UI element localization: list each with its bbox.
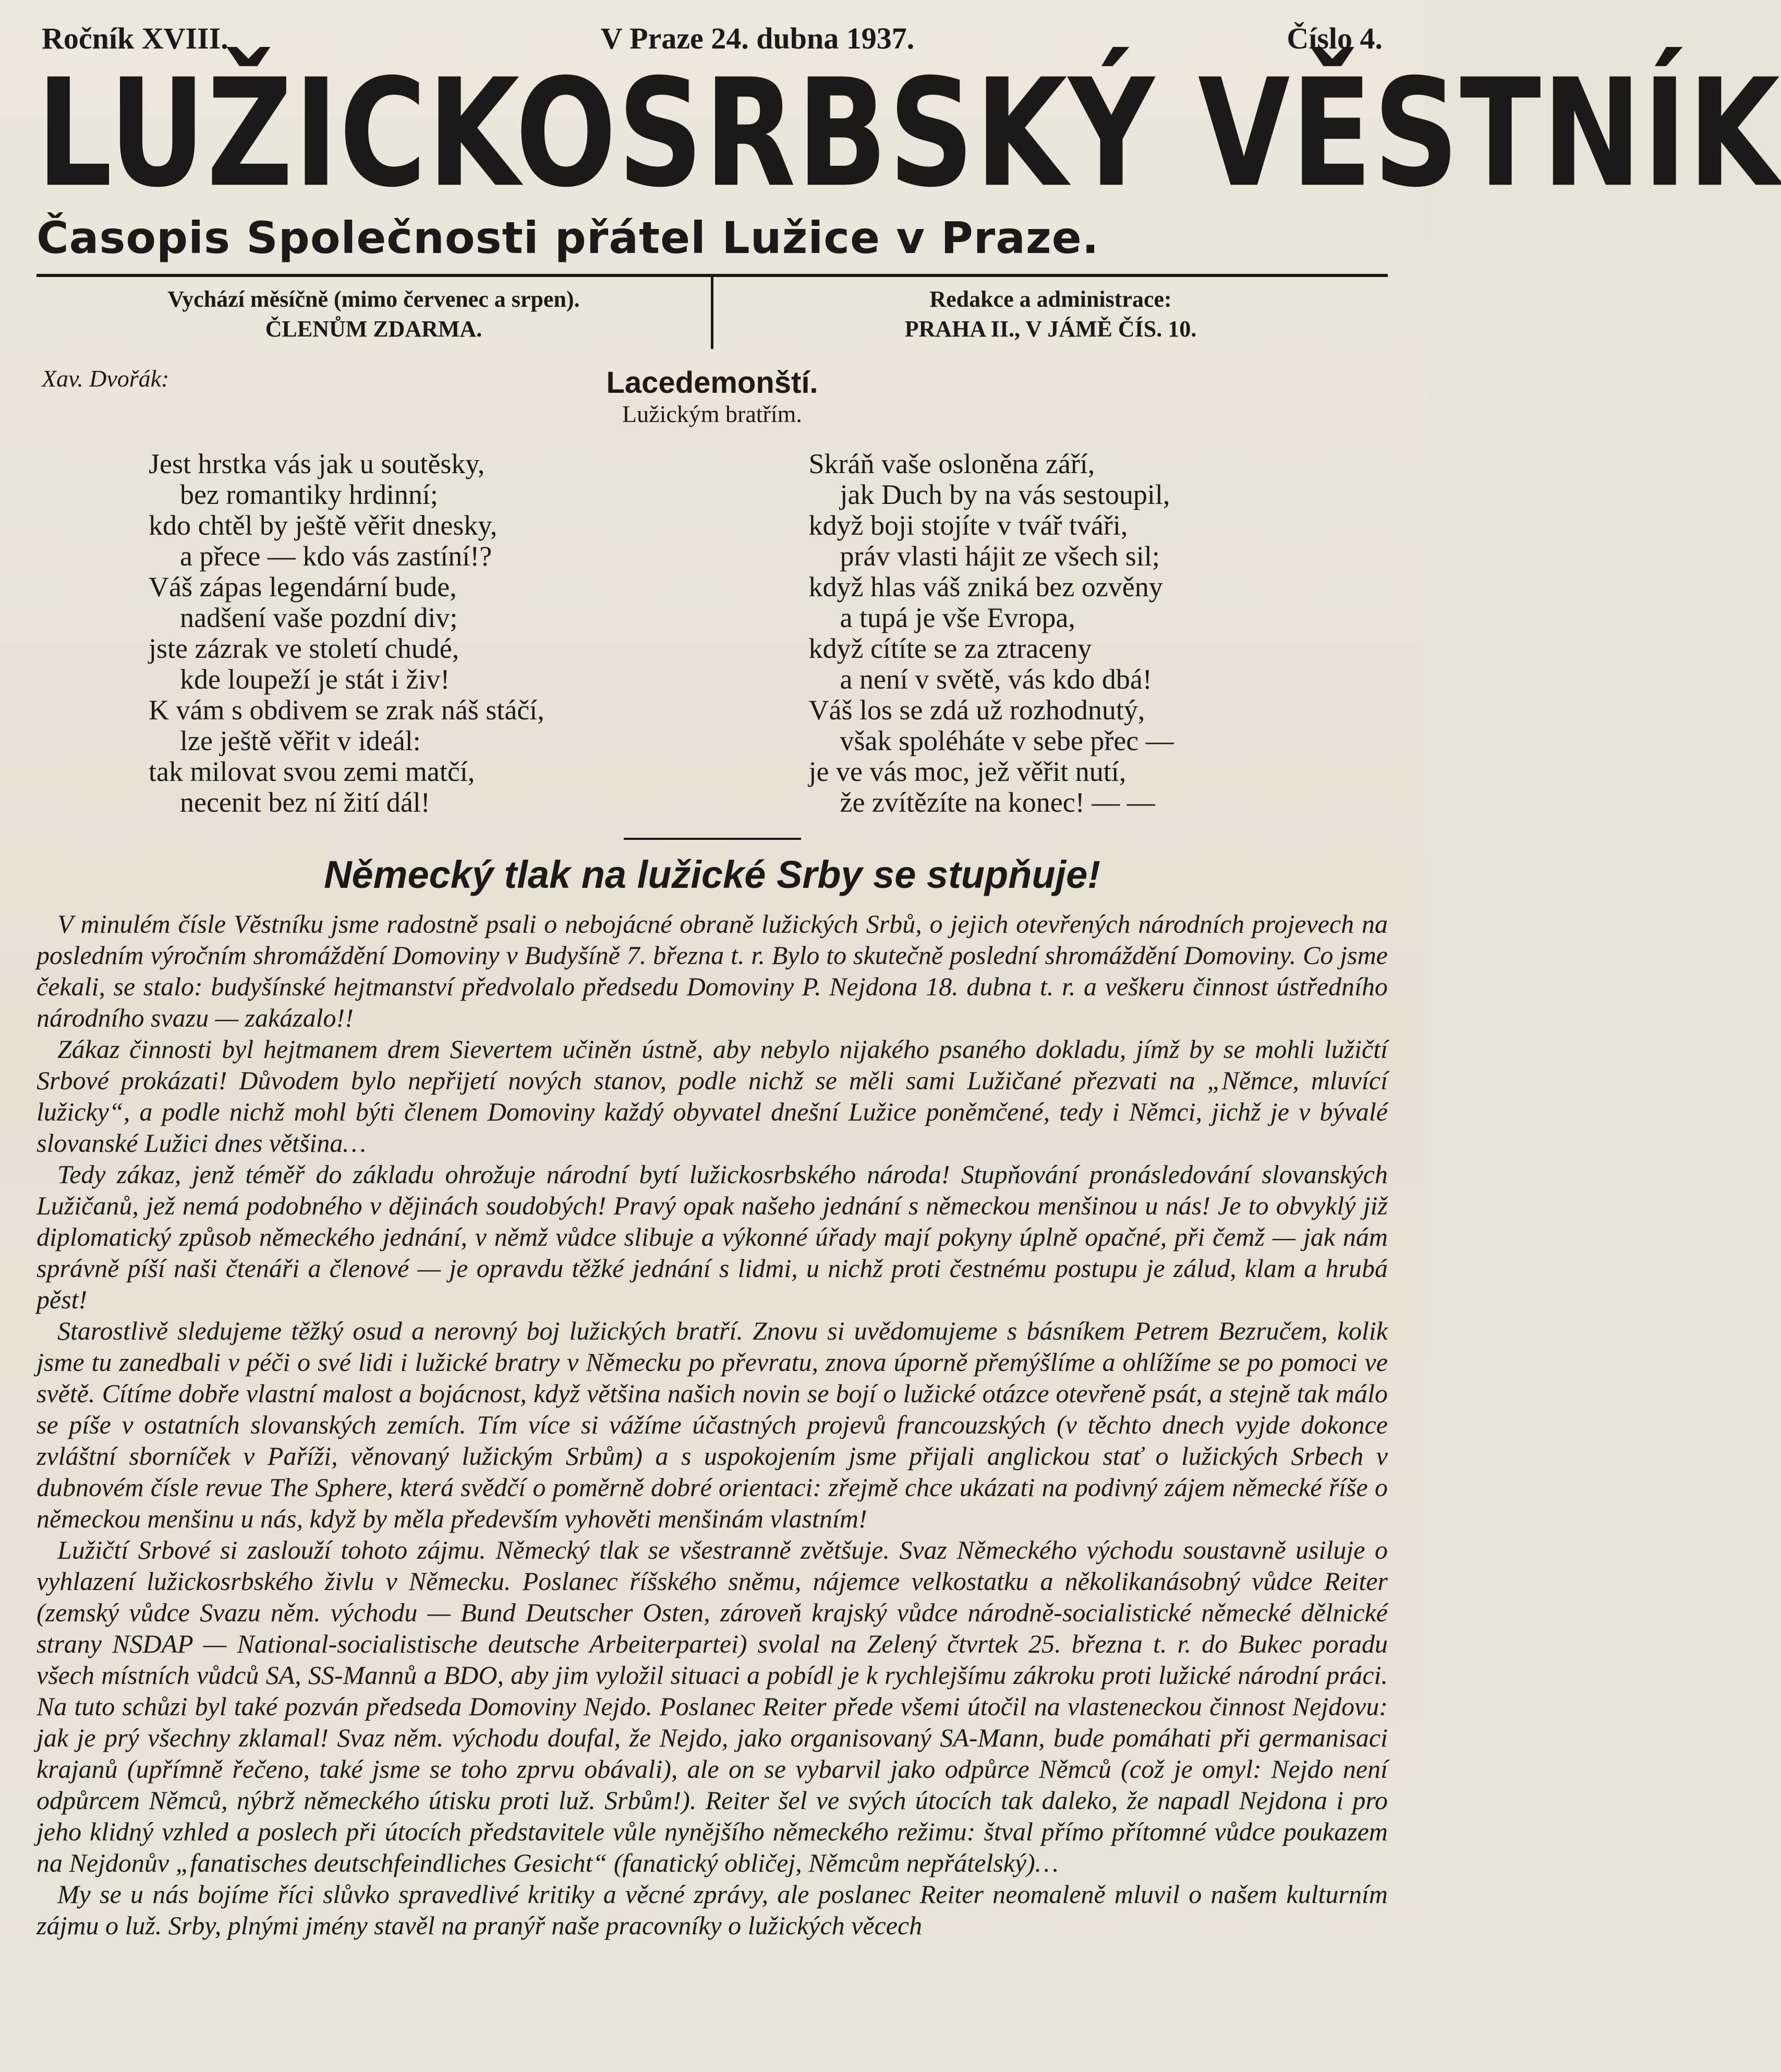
editorial-address	[713, 277, 1388, 349]
poem-line: necenit bez ní žití dál!	[180, 787, 430, 818]
dateline: V Praze 24. dubna 1937.	[600, 21, 915, 55]
issue-number: Číslo 4.	[1287, 21, 1383, 55]
poem-line: a přece — kdo vás zastíní!?	[180, 540, 492, 572]
poem-line: lze ještě věřit v ideál:	[180, 725, 421, 757]
publication-info-bar	[37, 274, 1388, 349]
article-paragraph: My se u nás bojíme říci slůvko spravedlivé kritiky a věcné zprávy, ale poslanec Reiter neomaleně mluvil o našem kulturním zájmu o luž. Srby, plnými jmény stavěl na pranýř naše pracovníky o lužických věcech	[37, 1880, 1388, 1941]
poem-line: práv vlasti hájit ze všech sil;	[840, 540, 1160, 572]
poem-line: Váš zápas legendární bude,	[149, 571, 457, 603]
poem-line: Váš los se zdá už rozhodnutý,	[808, 694, 1145, 726]
poem-line: Skráň vaše osloněna září,	[808, 448, 1095, 480]
article-paragraph: Starostlivě sledujeme těžký osud a nerovný boj lužických bratří. Znovu si uvědomujeme s básníkem Petrem Bezručem, kolik jsme tu zanedbali v péči o své lidi i lužické bratry v Německu po převratu, znova úporně přemýšlíme a ohlížíme se po pomoci ve světě. Cítíme dobře vlastní malost a bojácnost, když většina našich novin se bojí o lužické otázce otevřeně psát, a stejně tak málo se píše v ostatních slovanských zemích. Tím více si vážíme účastných projevů francouzských (v těchto dnech vyjde dokonce zvláštní sborníček v Paříži, věnovaný lužickým Srbům) a s uspokojením jsme přijali anglickou stať o lužických Srbech v dubnovém čísle revue The Sphere, která svědčí o poměrně dobré orientaci: zřejmě chce ukázati na podivný zájem německé říše o německou menšinu u nás, když by měla především vyhověti menšinám vlastním!	[37, 1316, 1388, 1534]
masthead-title: LUŽICKOSRBSKÝ VĚSTNÍK	[37, 46, 1781, 220]
poem-right-column	[728, 449, 1388, 818]
article-paragraph: Zákaz činnosti byl hejtmanem drem Sievertem učiněn ústně, aby nebylo nijakého psaného dokladu, jímž by se mohli lužičtí Srbové prokázati! Důvodem bylo nepřijetí nových stanov, podle nichž se měli sami Lužičané přezvati na „Němce, mluvící lužicky“, a podle nichž mohl býti členem Domoviny každý obyvatel dnešní Lužice poněmčené, tedy i Němci, jichž je v bývalé slovanské Lužici dnes většina…	[37, 1034, 1388, 1158]
poem-line: je ve vás moc, jež věřit nutí,	[808, 756, 1126, 788]
article-paragraph: V minulém čísle Věstníku jsme radostně psali o nebojácné obraně lužických Srbů, o jejich otevřených národních projevech na posledním výročním shromáždění Domoviny v Budyšíně 7. března t. r. Bylo to skutečně poslední shromáždění Domoviny. Co jsme čekali, se stalo: budyšínské hejtmanství předvolalo předsedu Domoviny P. Nejdona 18. dubna t. r. a veškeru činnost ústředního národního svazu — zakázalo!!	[37, 909, 1388, 1033]
poem-line: když boji stojíte v tvář tváři,	[808, 510, 1128, 541]
publication-frequency	[37, 277, 711, 349]
poem-line: a není v světě, vás kdo dbá!	[840, 664, 1152, 695]
poem-line: že zvítězíte na konec! — —	[840, 787, 1155, 818]
poem-line: kdo chtěl by ještě věřit dnesky,	[149, 510, 498, 541]
poem-line: tak milovat svou zemi matčí,	[149, 756, 475, 788]
poem-line: když hlas váš zniká bez ozvěny	[808, 571, 1163, 603]
poem-line: když cítíte se za ztraceny	[808, 633, 1092, 665]
poem-title: Lacedemonští.	[606, 366, 818, 400]
poem-author: Xav. Dvořák:	[42, 365, 169, 392]
article-paragraph: Tedy zákaz, jenž téměř do základu ohrožuje národní bytí lužickosrbského národa! Stupňování pronásledování slovanských Lužičanů, jež nemá podobného v dějinách soudobých! Pravý opak našeho jednání s německou menšinou u nás! Je to obvyklý již diplomatický způsob německého jednání, v němž vůdce slibuje a výkonné úřady mají pokyny úplně opačné, při čemž — jak nám správně píší naši čtenáři a členové — je opravdu těžké jednání s lidmi, u nichž proti čestnému postupu je zálud, klam a hrubá pěst!	[37, 1160, 1388, 1315]
section-divider	[624, 838, 801, 840]
article-headline: Německý tlak na lužické Srby se stupňuje!	[324, 853, 1100, 897]
poem-line: a tupá je vše Evropa,	[840, 602, 1075, 634]
article-paragraph: Lužičtí Srbové si zaslouží tohoto zájmu. Německý tlak se všestranně zvětšuje. Svaz Německého východu soustavně usiluje o vyhlazení lužickosrbského živlu v Německu. Poslanec říšského sněmu, nájemce velkostatku a několikanásobný vůdce Reiter (zemský vůdce Svazu něm. východu — Bund Deutscher Osten, zároveň krajský vůdce národně-socialistické německé dělnické strany NSDAP — National-socialistische deutsche Arbeiterpartei) svolal na Zelený čtvrtek 25. března t. r. do Bukec poradu všech místních vůdců SA, SS-Mannů a BDO, aby jim vyložil situaci a pobídl je k rychlejšímu zákroku proti lužické národní práci. Na tuto schůzi byl také pozván předseda Domoviny Nejdo. Poslanec Reiter přede všemi útočil na vlasteneckou činnost Nejdovu: jak je prý všechny zklamal! Svaz něm. východu doufal, že Nejdo, jako organisovaný SA-Mann, bude pomáhati při germanisaci krajanů (upřímně řečeno, také jsme se toho zprvu obávali), ale on se vybarvil jako odpůrce Němců (což je omyl: Nejdo není odpůrcem Němců, nýbrž německého útisku proti luž. Srbům!). Reiter šel ve svých útocích tak daleko, že napadl Nejdona i pro jeho klidný vzhled a poslech při útocích představitele vůle nynějšího německého režimu: štval přímo přítomné vůdce poukazem na Nejdonův „fanatisches deutschfeindliches Gesicht“ (fanatický obličej, Němcům nepřátelský)…	[37, 1535, 1388, 1878]
poem-line: jste zázrak ve století chudé,	[149, 633, 459, 665]
free-for-members-text: ČLENŮM ZDARMA.	[265, 316, 482, 342]
poem-line: však spoléháte v sebe přec —	[840, 725, 1174, 757]
poem-line: nadšení vaše pozdní div;	[180, 602, 458, 634]
poem-line: Jest hrstka vás jak u soutěsky,	[149, 448, 485, 480]
article-body	[37, 908, 1388, 1941]
poem-body	[37, 449, 1388, 818]
poem-left-column	[37, 449, 728, 818]
editorial-label: Redakce a administrace:	[929, 286, 1172, 312]
frequency-text: Vychází měsíčně (mimo červenec a srpen).	[167, 286, 580, 312]
address-text: PRAHA II., V JÁMĚ ČÍS. 10.	[904, 316, 1197, 342]
poem-dedication: Lužickým bratřím.	[622, 401, 802, 428]
masthead-subtitle: Časopis Společnosti přátel Lužice v Praze.	[37, 212, 1099, 263]
poem-line: K vám s obdivem se zrak náš stáčí,	[149, 694, 544, 726]
volume-label: Ročník XVIII.	[42, 21, 228, 55]
poem-heading	[37, 365, 1388, 428]
poem-line: kde loupeží je stát i živ!	[180, 664, 450, 695]
poem-line: jak Duch by na vás sestoupil,	[840, 479, 1170, 511]
poem-line: bez romantiky hrdinní;	[180, 479, 438, 511]
